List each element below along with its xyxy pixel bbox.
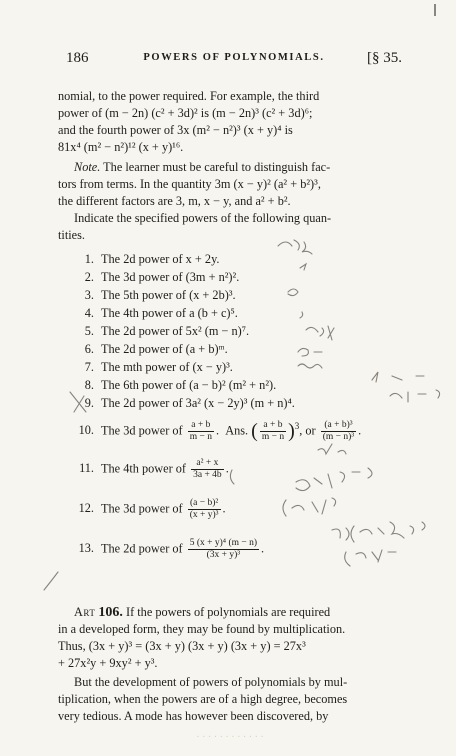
problem-number: 1. [84,252,94,266]
problem-item [72,458,229,481]
fraction [188,420,214,443]
denominator: m − n [261,432,285,442]
text-line: Thus, (3x + y)³ = (3x + y) (3x + y) (3x + y) = 27x³ [58,639,306,653]
fraction [188,498,221,521]
closing-paragraph [58,674,408,725]
paren-open: ( [251,420,258,442]
pencil-mark [298,364,322,368]
problem-number: 2. [84,270,94,284]
text-line: the different factors are 3, m, x − y, and a² + b². [58,194,291,208]
text-line: and the fourth power of 3x (m² − n²)³ (x + y)⁴ is [58,123,293,137]
article-number: 106. [98,605,123,620]
problem-number: 13. [78,541,94,556]
text-line: very tedious. A mode has however been discovered, by [58,709,329,723]
page-number: 186 [66,50,89,66]
problem-text: The 2d power of 3a² (x − 2y)³ (m + n)⁴. [101,396,295,410]
intro-paragraph [58,88,408,156]
problem-item [72,252,220,267]
answer-label: Ans. [225,423,249,438]
text-line [58,159,408,176]
denominator: (3x + y)³ [206,550,241,560]
numerator: a² + x [191,458,224,470]
text-line: tors from terms. In the quantity 3m (x − y)² (a² + b²)³, [58,177,321,191]
pencil-mark [288,289,298,296]
denominator: (x + y)³ [189,510,219,520]
section-reference: [§ 35. [367,50,402,66]
pencil-mark [390,390,440,402]
bleed-through-text: · · · · · · · · · · · · [196,732,264,743]
pencil-mark [318,444,346,454]
problem-item [72,396,295,411]
problem-number: 11. [79,461,94,476]
text-line: power of (m − 2n) (c² + 3d)² is (m − 2n)³ (c² + 3d)⁶; [58,106,313,120]
problem-number: 7. [84,360,94,374]
text-line: But the development of powers of polynomials by mul- [74,675,348,689]
problem-text: The 4th power of [101,461,187,476]
problem-number: 4. [84,306,94,320]
pencil-mark [283,498,336,516]
problem-text: The 2d power of 5x² (m − n)⁷. [101,324,250,338]
problem-text: The 2d power of x + 2y. [101,252,220,266]
period: . [225,461,229,476]
problem-item [72,538,264,561]
pencil-mark [296,468,372,491]
running-title: POWERS OF POLYNOMIALS. [143,52,325,63]
problem-text: The 4th power of a (b + c)⁵. [101,306,238,320]
numerator: (a + b)³ [321,420,356,432]
text-line: tities. [58,228,85,242]
problem-text: The 3d power of [101,501,183,516]
problem-item [72,342,228,357]
problem-text: The mth power of (x − y)³. [101,360,233,374]
text-line: 81x⁴ (m² − n²)¹² (x + y)¹⁶. [58,140,184,154]
fraction [188,538,259,561]
problem-number: 3. [84,288,94,302]
pencil-mark [345,550,396,566]
problem-item [72,498,226,521]
pencil-mark [306,326,334,340]
period: . [261,541,265,556]
problem-number: 9. [84,396,94,410]
answer-fraction [260,420,286,443]
problem-number: 10. [78,423,94,438]
article-paragraph [58,604,408,672]
period: . [222,501,226,516]
period: . [358,423,362,438]
pencil-mark [298,348,322,356]
article-label: Art [74,605,96,619]
problem-text: The 5th power of (x + 2b)³. [101,288,236,302]
problem-item [72,270,239,285]
text-line: + 27x²y + 9xy² + y³. [58,656,158,670]
pencil-mark [44,572,58,590]
problem-text: The 3d power of (3m + n²)². [101,270,240,284]
answer-or: , or [299,423,316,438]
problem-item [72,288,236,303]
answer-fraction-2 [321,420,356,443]
pencil-mark [372,372,424,382]
text-line: nomial, to the power required. For example, the third [58,89,320,103]
text-line: in a developed form, they may be found by multiplication. [58,622,346,636]
margin-mark [434,4,436,16]
note-paragraph [58,159,408,244]
note-label: Note. [74,160,101,174]
problem-item [72,360,233,375]
exponent: 3 [294,421,300,432]
paren-close: ) [288,420,295,442]
fraction [191,458,224,481]
note-text: The learner must be careful to distinguish fac- [103,160,331,174]
denominator: m − n [189,432,212,442]
pencil-mark [332,522,425,542]
problem-number: 12. [78,501,94,516]
numerator: a + b [188,420,214,432]
problem-number: 8. [84,378,94,392]
problem-item [72,324,249,339]
problem-item [72,378,276,393]
denominator: (m − n)³ [322,432,355,442]
problem-text: The 2d power of (a + b)ᵐ. [101,342,228,356]
numerator: 5 (x + y)⁴ (m − n) [189,538,258,548]
problem-text: The 3d power of [101,423,183,438]
problem-number: 5. [84,324,94,338]
text-line: tiplication, when the powers are of a high degree, becomes [58,692,348,706]
problem-item: 10. The 3d power of $\frac{a + b}{m - n}$ . Ans. ( $\frac{a + b}{m - n}$ )$^3$, or $\frac{\text{(a + b)³}}{\text{(m − n)³}}$ . [72,420,361,443]
problem-text: The 6th power of (a − b)² (m² + n²). [101,378,277,392]
pencil-mark [300,264,306,270]
text-line: Indicate the specified powers of the following quan- [74,211,332,225]
numerator: (a − b)² [188,498,221,510]
problem-number: 6. [84,342,94,356]
text-line [58,604,408,621]
article-text: If the powers of polynomials are required [126,605,331,619]
numerator: a + b [260,420,286,432]
pencil-mark [230,470,234,484]
problem-text: The 2d power of [101,541,183,556]
pencil-mark [300,312,303,318]
page-header [66,50,402,68]
denominator: 3a + 4b [193,470,222,480]
problem-item [72,306,238,321]
